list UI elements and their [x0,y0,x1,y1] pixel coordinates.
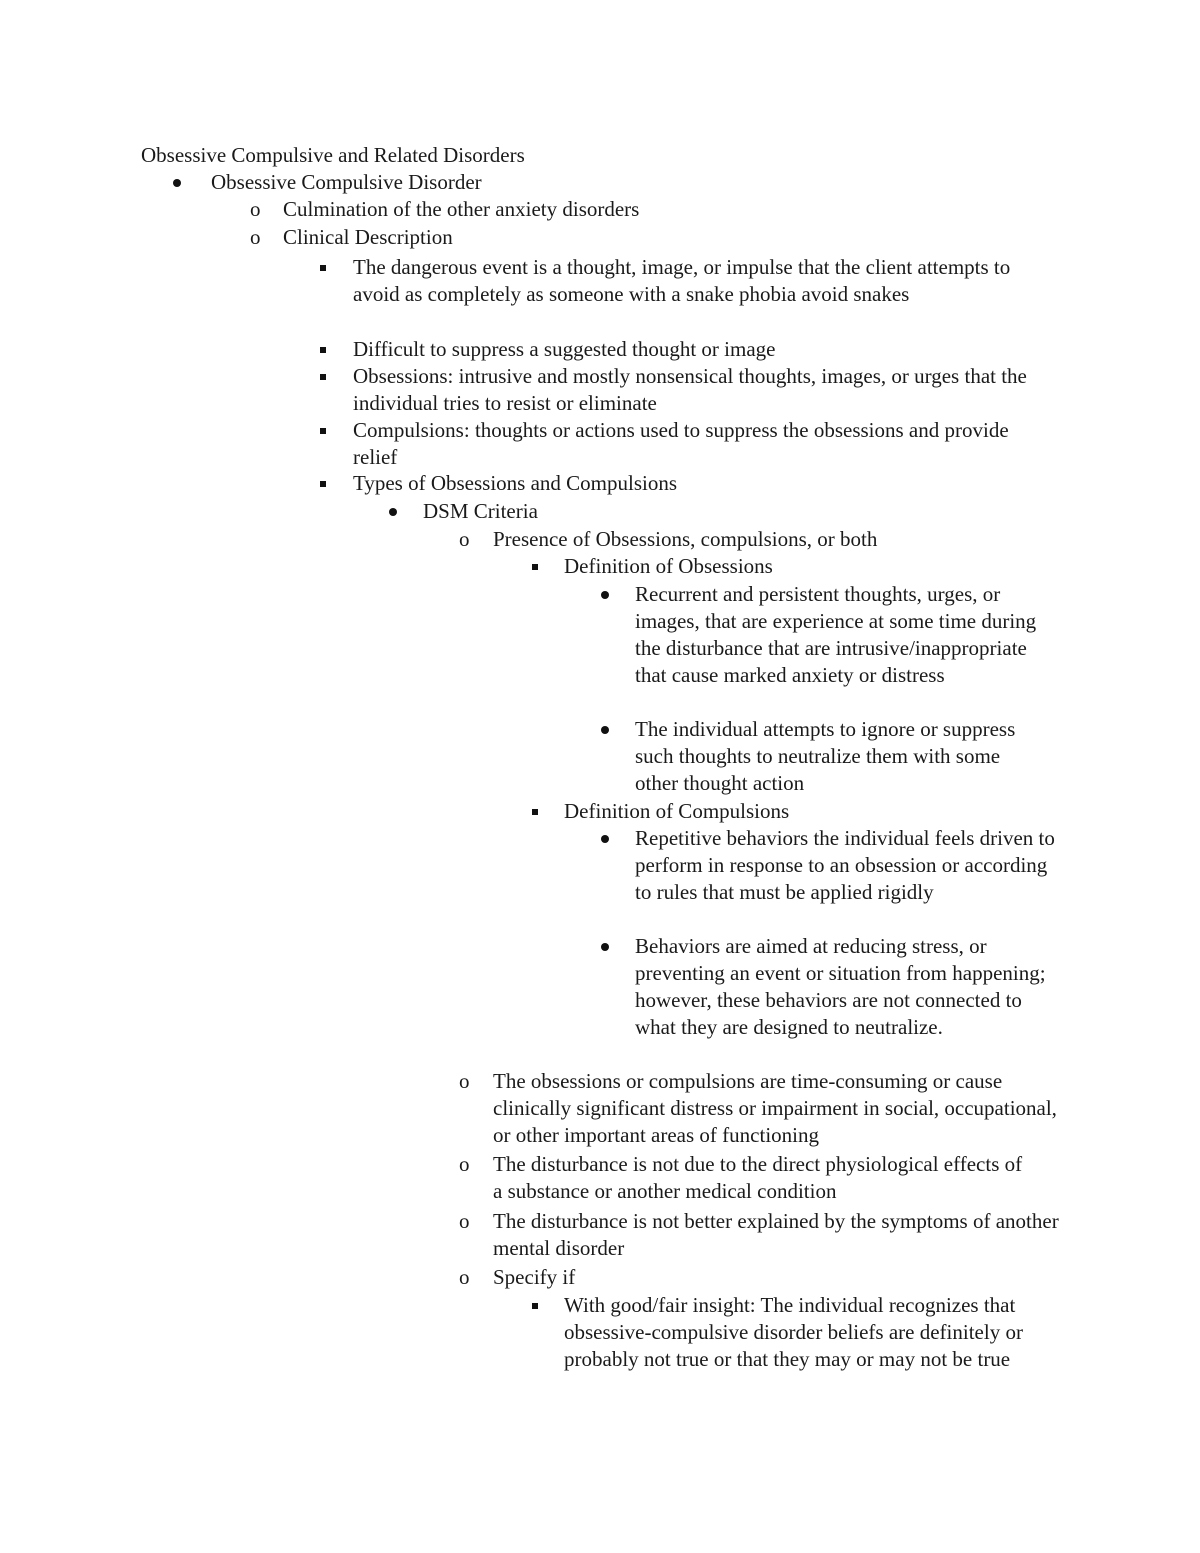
bullet-dot-icon [600,716,630,743]
bullet-dot-icon [600,581,630,608]
list-item: The individual attempts to ignore or suppress such thoughts to neutralize them with some other thought action [600,716,1060,797]
list-item: o The disturbance is not better explained by the symptoms of another mental disorder [459,1209,1059,1260]
list-item: Repetitive behaviors the individual feels driven to perform in response to an obsession or according to rules that must be applied rigidly [600,825,1060,906]
list-item: o Culmination of the other anxiety disorders [250,197,640,221]
list-item: The dangerous event is a thought, image, or impulse that the client attempts to avoid as completely as someone with a snake phobia avoid snakes [318,254,1038,308]
list-item: o Clinical Description [250,225,453,249]
bullet-dot-icon [600,933,630,960]
bullet-square-icon [530,1292,560,1319]
list-item: o Specify if [459,1265,576,1289]
list-item: Behaviors are aimed at reducing stress, or preventing an event or situation from happening; however, these behaviors are not connected to what they are designed to neutralize. [600,933,1070,1041]
bullet-square-icon [318,470,348,497]
list-item: o The obsessions or compulsions are time-consuming or cause clinically significant distress or impairment in social, occupational, or other important areas of functioning [459,1069,1057,1147]
bullet-dot-icon [388,498,418,525]
bullet-dot-icon [172,169,202,196]
bullet-circle-icon: o [459,1265,470,1289]
bullet-square-icon [530,553,560,580]
list-item: With good/fair insight: The individual recognizes that obsessive-compulsive disorder beliefs are definitely or probably not true or that they may or may not be true [530,1292,1060,1373]
list-item: Recurrent and persistent thoughts, urges, or images, that are experience at some time during the disturbance that are intrusive/inappropriate that cause marked anxiety or distress [600,581,1060,689]
bullet-dot-icon [600,825,630,852]
list-item: o The disturbance is not due to the direct physiological effects of a substance or another medical condition [459,1152,1023,1203]
document-title: Obsessive Compulsive and Related Disorders [141,143,525,167]
list-item: o Presence of Obsessions, compulsions, or both [459,527,878,551]
bullet-square-icon [318,417,348,444]
list-item: Difficult to suppress a suggested thought or image [318,336,1038,363]
bullet-circle-icon: o [459,527,470,551]
list-item: Obsessions: intrusive and mostly nonsensical thoughts, images, or urges that the individual tries to resist or eliminate [318,363,1038,417]
bullet-circle-icon: o [459,1069,470,1093]
list-item: Definition of Obsessions [530,553,1070,580]
list-item: Types of Obsessions and Compulsions [318,470,1038,497]
bullet-square-icon [318,336,348,363]
bullet-square-icon [530,798,560,825]
bullet-circle-icon: o [459,1209,470,1233]
bullet-square-icon [318,254,348,281]
list-item: Definition of Compulsions [530,798,1070,825]
bullet-circle-icon: o [250,197,261,221]
list-item: Compulsions: thoughts or actions used to suppress the obsessions and provide relief [318,417,1038,471]
list-item: DSM Criteria [388,498,1088,525]
list-item: Obsessive Compulsive Disorder [172,169,1072,196]
bullet-square-icon [318,363,348,390]
bullet-circle-icon: o [250,225,261,249]
bullet-circle-icon: o [459,1152,470,1176]
